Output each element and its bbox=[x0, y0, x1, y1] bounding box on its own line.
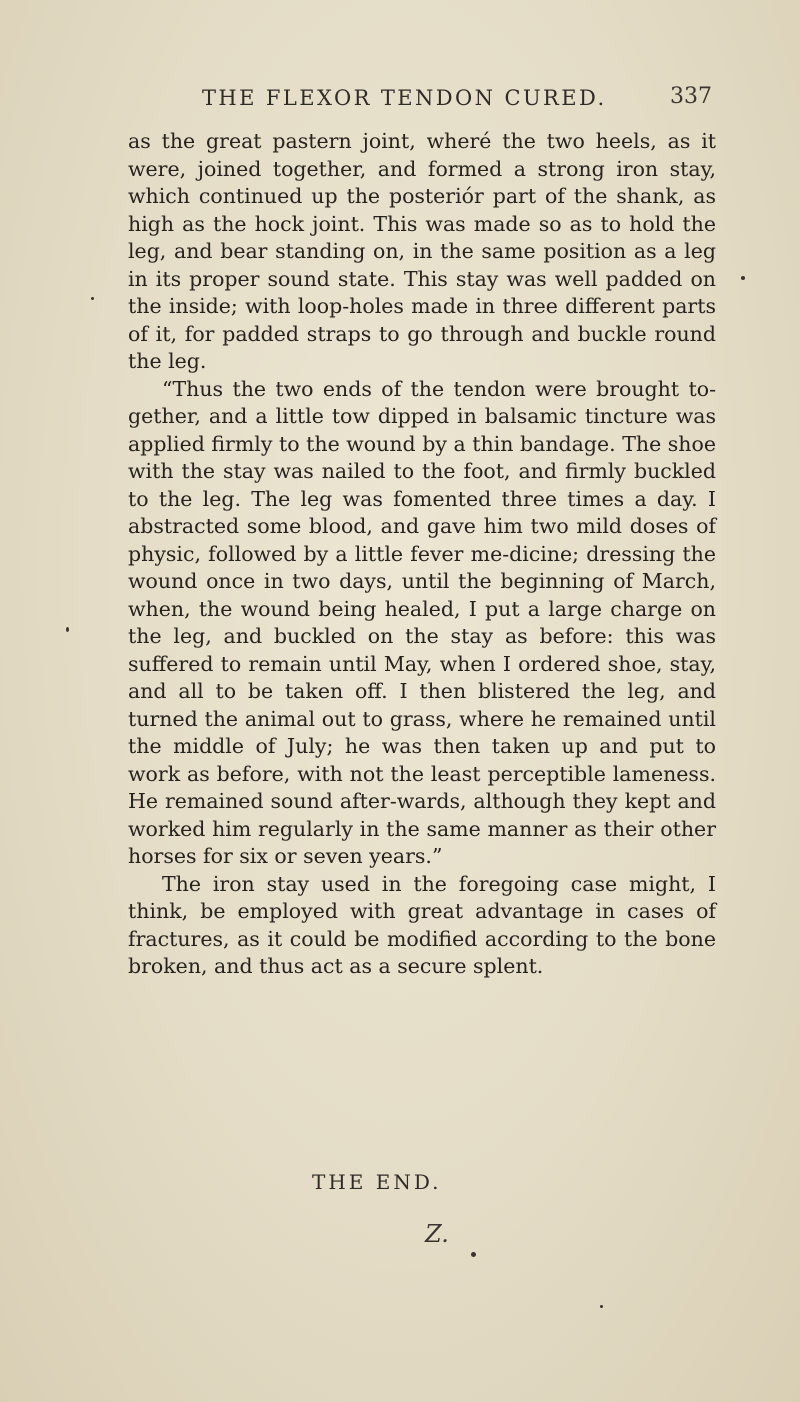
paragraph-1: as the great pastern joint, wheré the two heels, as it were, joined together, and formed a strong iron stay, which continued up the posteriór part of the shank, as high as the hock joint. This was made so as to hold the leg, and bear standing on, in the same position as a leg in its proper sound state. This stay was well padded on the inside; with loop-holes made in three different parts of it, for padded straps to go through and buckle round the leg. bbox=[128, 129, 716, 373]
running-head bbox=[202, 86, 712, 120]
paragraph-2: “Thus the two ends of the tendon were brought to-gether, and a little tow dipped in balsamic tincture was applied firmly to the wound by a thin bandage. The shoe with the stay was nailed to the foot, and firmly buckled to the leg. The leg was fomented three times a day. I abstracted some blood, and gave him two mild doses of physic, followed by a little fever me-dicine; dressing the wound once in two days, until the beginning of March, when, the wound being healed, I put a large charge on the leg, and buckled on the stay as before: this was suffered to remain until May, when I ordered shoe, stay, and all to be taken off. I then blistered the leg, and turned the animal out to grass, where he remained until the middle of July; he was then taken up and put to work as before, with not the least perceptible lameness. He remained sound after-wards, although they kept and worked him regularly in the same manner as their other horses for six or seven years.” bbox=[128, 376, 716, 868]
paper-speck bbox=[471, 1252, 476, 1257]
chapter-title: THE FLEXOR TENDON CURED. bbox=[202, 86, 607, 110]
printer-signature-mark: Z. bbox=[425, 1220, 449, 1248]
paper-speck bbox=[741, 276, 745, 280]
paper-speck bbox=[66, 627, 69, 632]
body-text bbox=[128, 128, 716, 981]
page-number: 337 bbox=[670, 84, 712, 109]
paragraph-3: The iron stay used in the foregoing case might, I think, be employed with great advantage in cases of fractures, as it could be modified according to the bone broken, and thus act as a secure splent. bbox=[128, 871, 716, 978]
paper-speck bbox=[600, 1305, 603, 1308]
the-end-heading: THE END. bbox=[312, 1170, 442, 1194]
paper-speck bbox=[91, 297, 94, 300]
